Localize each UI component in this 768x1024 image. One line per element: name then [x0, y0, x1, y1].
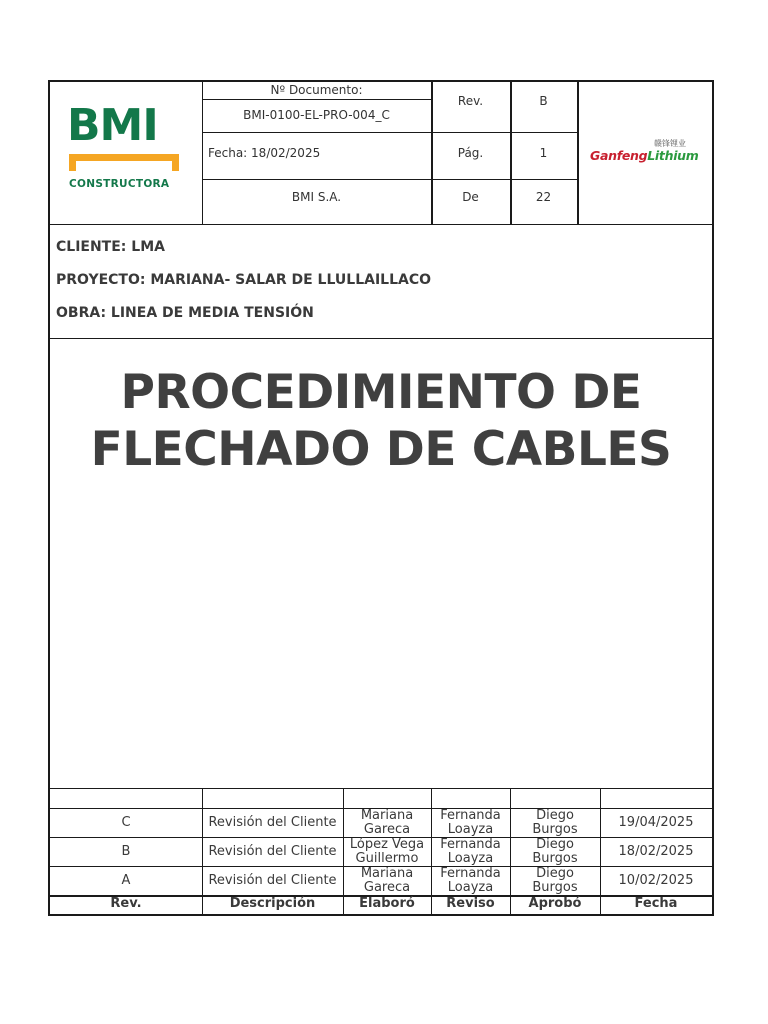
revision-cell-reviewed-by: Fernanda Loayza: [440, 836, 501, 866]
document-title: [50, 364, 712, 478]
client-line: CLIENTE: LMA: [56, 239, 165, 255]
doc-issuer: BMI S.A.: [291, 190, 342, 204]
ganfeng-logo-part1: Ganfeng: [590, 148, 648, 163]
revision-cell-made-by: Mariana Gareca: [360, 865, 414, 895]
rev-label: Rev.: [457, 94, 484, 108]
ganfeng-logo-part2: Lithium: [647, 148, 699, 163]
revision-cell-made-by: López Vega Guillermo: [349, 836, 425, 866]
revision-cell-date: 19/04/2025: [618, 814, 694, 830]
revision-cell-approved-by: Diego Burgos: [532, 865, 578, 895]
revision-cell-reviewed-by: Fernanda Loayza: [440, 865, 501, 895]
revision-cell-rev: A: [121, 872, 131, 888]
revision-header-reviewed-by: Reviso: [446, 896, 495, 911]
revision-header-approved-by: Aprobó: [528, 896, 582, 911]
revision-cell-date: 10/02/2025: [618, 872, 694, 888]
title-line-1: PROCEDIMIENTO DE: [120, 365, 642, 420]
project-info: [50, 224, 712, 339]
rev-value: B: [539, 94, 548, 108]
revision-cell-date: 18/02/2025: [618, 843, 694, 859]
page-value: 1: [539, 146, 548, 160]
revision-cell-description: Revisión del Cliente: [208, 843, 337, 859]
revision-cell-reviewed-by: Fernanda Loayza: [440, 807, 501, 837]
bmi-logo-leg-right: [172, 154, 179, 171]
revision-table: [50, 788, 712, 914]
doc-date: Fecha: 18/02/2025: [208, 146, 321, 160]
ganfeng-logo-chinese: 赣锋锂业: [654, 139, 686, 148]
document-header: [50, 82, 712, 225]
revision-header-made-by: Elaboró: [359, 896, 415, 911]
ganfeng-lithium-logo: [590, 138, 704, 168]
bmi-logo-leg-left: [69, 154, 76, 171]
revision-cell-made-by: Mariana Gareca: [360, 807, 414, 837]
ganfeng-logo-text: [590, 148, 699, 163]
revision-cell-approved-by: Diego Burgos: [532, 807, 578, 837]
revision-cell-description: Revisión del Cliente: [208, 814, 337, 830]
revision-header-description: Descripción: [229, 896, 316, 911]
bmi-logo: [50, 82, 203, 224]
title-line-2: FLECHADO DE CABLES: [90, 422, 672, 477]
header-divider: [577, 82, 579, 224]
revision-header-rev: Rev.: [110, 896, 142, 911]
bmi-logo-bar: [69, 154, 179, 161]
doc-number-label: Nº Documento:: [270, 83, 363, 97]
revision-cell-description: Revisión del Cliente: [208, 872, 337, 888]
doc-number: BMI-0100-EL-PRO-004_C: [243, 108, 390, 122]
work-line: OBRA: LINEA DE MEDIA TENSIÓN: [56, 305, 314, 321]
total-pages-label: De: [462, 190, 479, 204]
revision-header-date: Fecha: [634, 896, 678, 911]
revision-cell-approved-by: Diego Burgos: [532, 836, 578, 866]
revision-cell-rev: C: [121, 814, 131, 830]
bmi-logo-subtitle: CONSTRUCTORA: [69, 178, 170, 190]
revision-cell-rev: B: [121, 843, 131, 859]
total-pages-value: 22: [535, 190, 552, 204]
revision-table-line: [50, 788, 712, 789]
bmi-logo-text: BMI: [67, 100, 158, 151]
project-line: PROYECTO: MARIANA- SALAR DE LLULLAILLACO: [56, 272, 432, 288]
document-frame: [48, 80, 714, 916]
page-label: Pág.: [457, 146, 484, 160]
